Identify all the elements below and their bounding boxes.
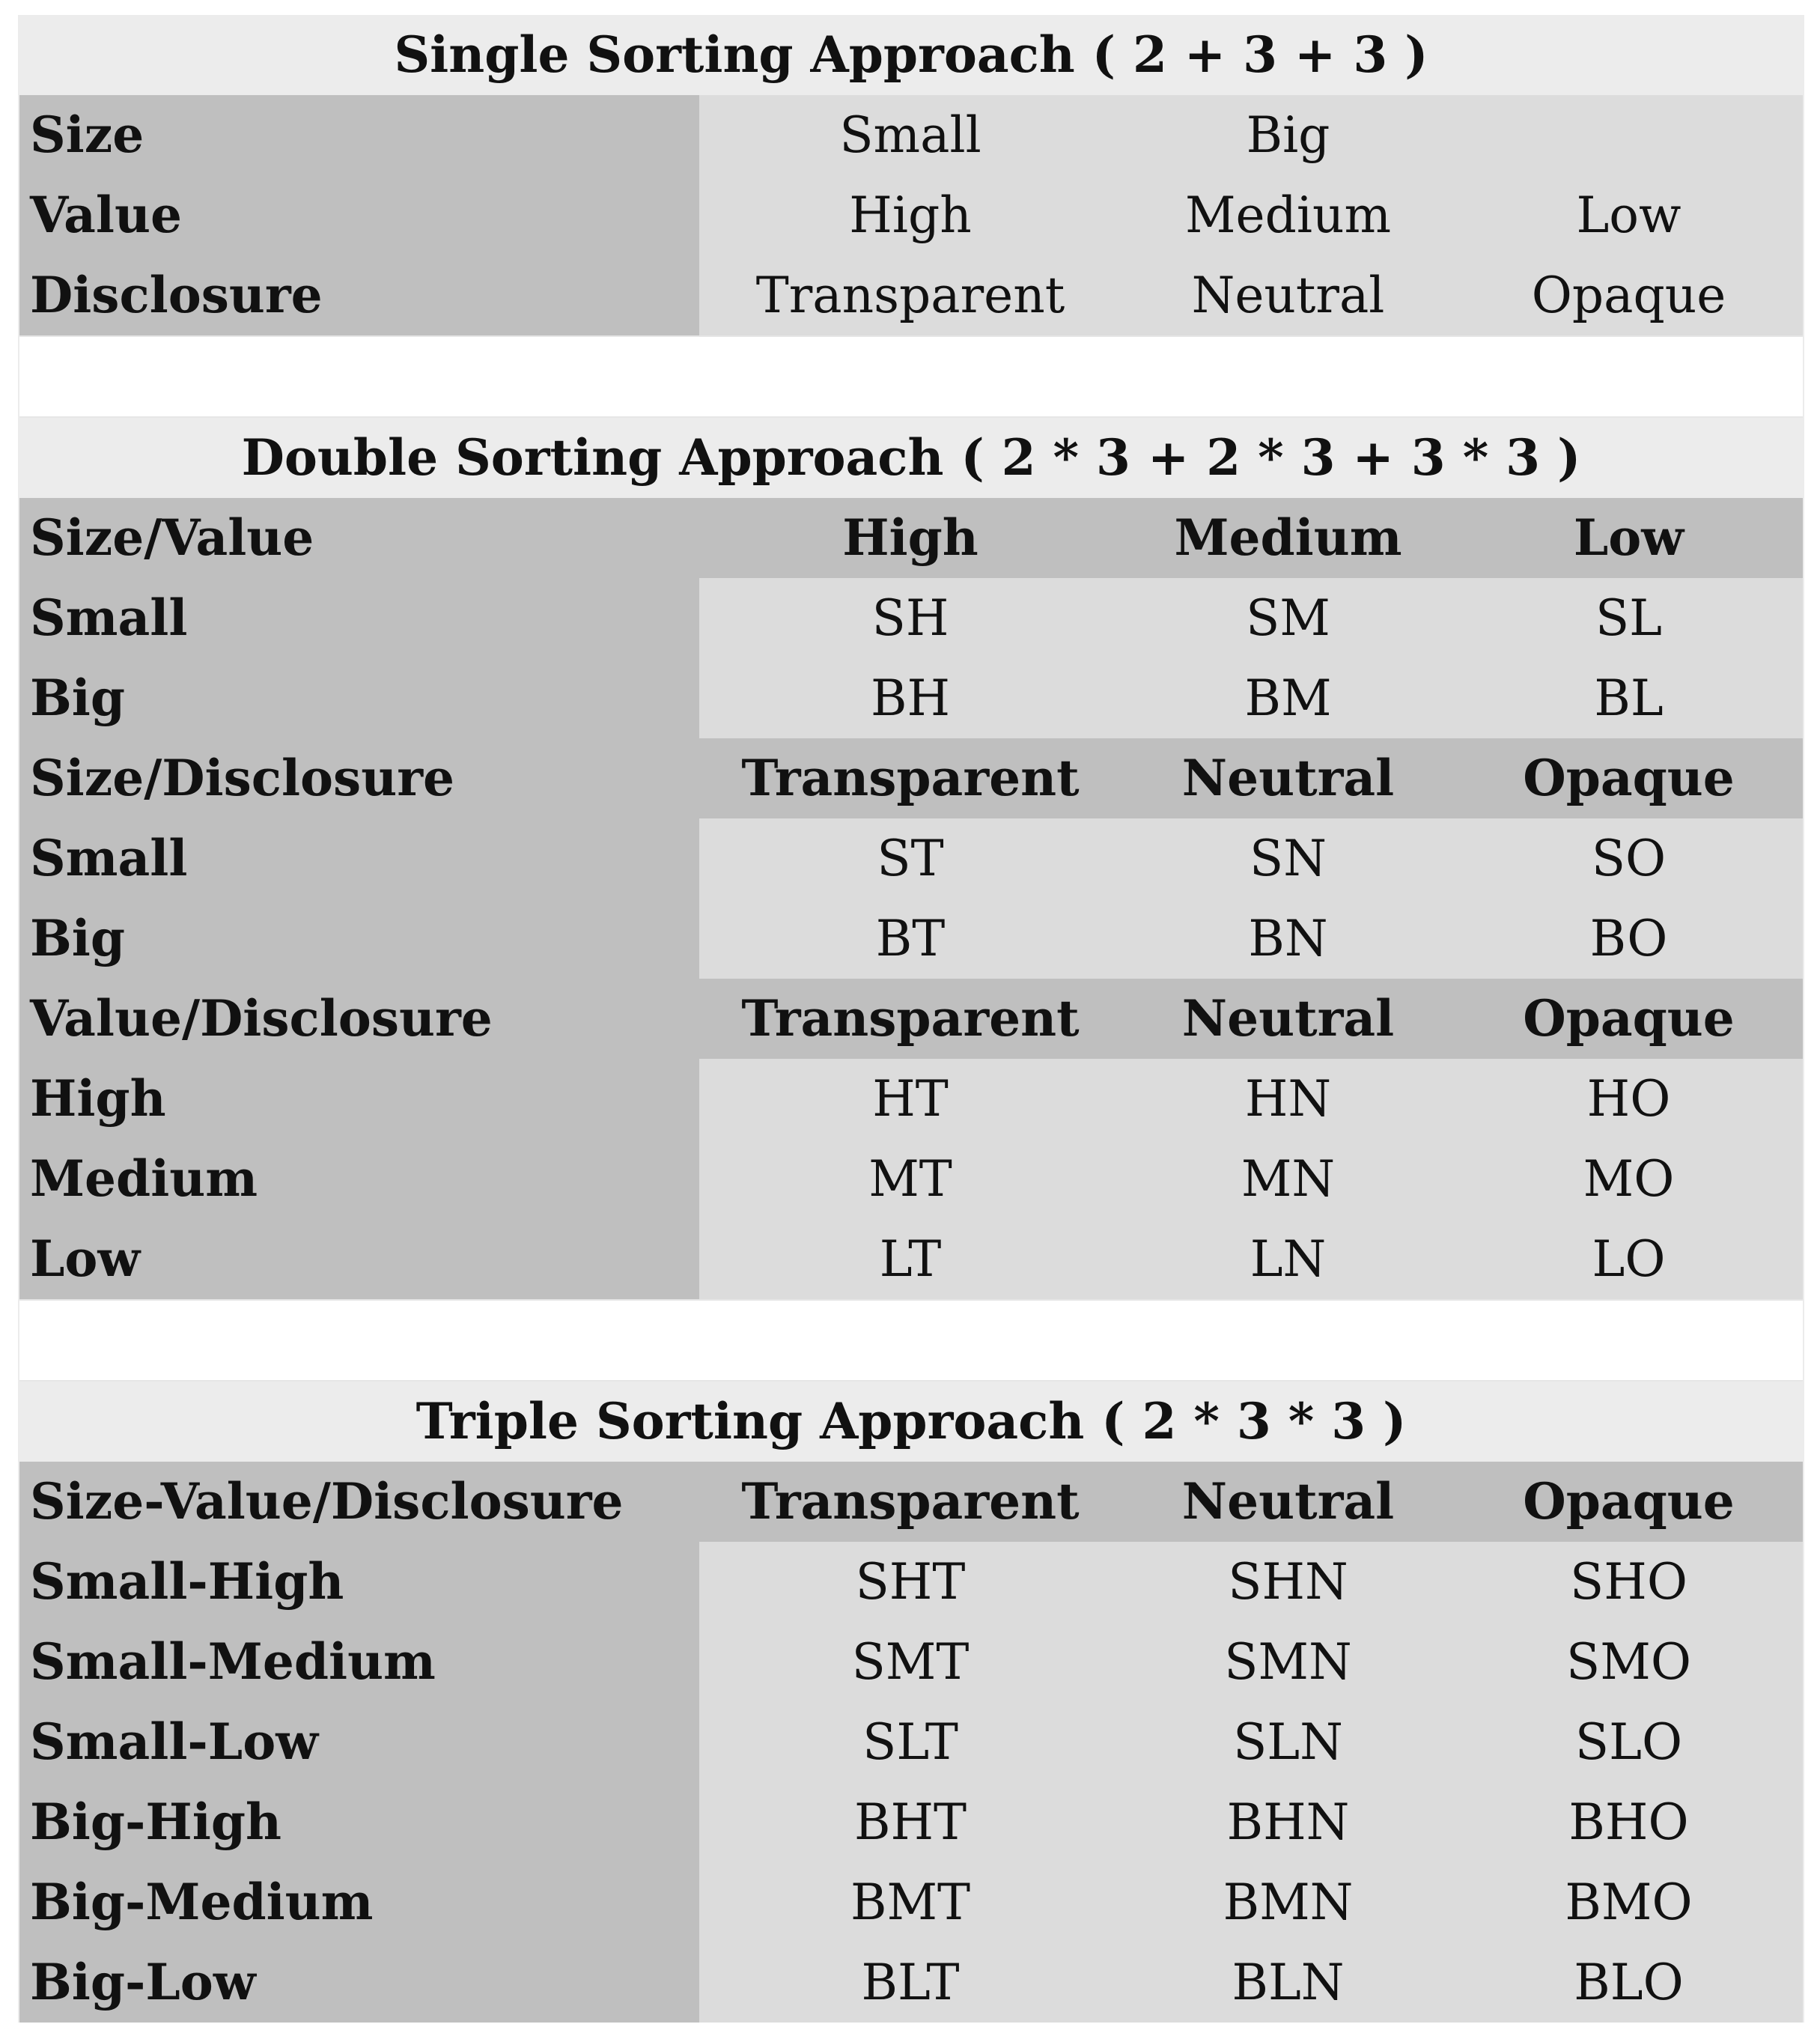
- section-spacer: [19, 335, 1803, 418]
- table-cell: BLT: [699, 1942, 1121, 2023]
- table-cell: SM: [1121, 578, 1455, 658]
- row-label: Big-Low: [19, 1942, 699, 2023]
- table-row: [19, 255, 1803, 335]
- block-header-label: Size/Disclosure: [19, 738, 699, 818]
- block-header-label: Value/Disclosure: [19, 979, 699, 1059]
- column-header: Opaque: [1455, 1462, 1803, 1542]
- table-cell: SLN: [1121, 1702, 1455, 1782]
- table-cell: MO: [1455, 1139, 1803, 1219]
- table-cell: BL: [1455, 658, 1803, 738]
- block-header-label: Size-Value/Disclosure: [19, 1462, 699, 1542]
- table-row: [19, 175, 1803, 255]
- column-header: Neutral: [1121, 979, 1455, 1059]
- table-cell: SLO: [1455, 1702, 1803, 1782]
- triple-section-title: [19, 1382, 1803, 1462]
- table-cell: SLT: [699, 1702, 1121, 1782]
- row-label: Low: [19, 1219, 699, 1299]
- table-row: [19, 1942, 1803, 2023]
- section-title-text: Double Sorting Approach ( 2 * 3 + 2 * 3 + 3 * 3 ): [241, 428, 1581, 487]
- row-label: Small-High: [19, 1542, 699, 1622]
- section-spacer: [19, 1299, 1803, 1382]
- block-header-row: [19, 1462, 1803, 1542]
- table-cell: BM: [1121, 658, 1455, 738]
- table-cell: BHN: [1121, 1782, 1455, 1862]
- table-row: [19, 1702, 1803, 1782]
- table-cell: Big: [1121, 95, 1455, 175]
- table-cell: BMO: [1455, 1862, 1803, 1942]
- row-label: Small-Medium: [19, 1622, 699, 1702]
- table-cell: HT: [699, 1059, 1121, 1139]
- column-header: Transparent: [699, 979, 1121, 1059]
- row-label: Small: [19, 578, 699, 658]
- row-label: High: [19, 1059, 699, 1139]
- table-cell: LN: [1121, 1219, 1455, 1299]
- row-label: Value: [19, 175, 699, 255]
- row-label: Big: [19, 899, 699, 979]
- block-header-label: Size/Value: [19, 498, 699, 578]
- table-cell: MT: [699, 1139, 1121, 1219]
- row-label: Big-Medium: [19, 1862, 699, 1942]
- table-cell: BH: [699, 658, 1121, 738]
- block-header-row: [19, 498, 1803, 578]
- row-label: Disclosure: [19, 255, 699, 335]
- table-cell: BO: [1455, 899, 1803, 979]
- table-cell: LT: [699, 1219, 1121, 1299]
- column-header: Low: [1455, 498, 1803, 578]
- table-cell: LO: [1455, 1219, 1803, 1299]
- table-cell: Medium: [1121, 175, 1455, 255]
- table-row: [19, 1782, 1803, 1862]
- table-cell: SHO: [1455, 1542, 1803, 1622]
- table-cell: SHT: [699, 1542, 1121, 1622]
- table-cell: Low: [1455, 175, 1803, 255]
- table-cell: HO: [1455, 1059, 1803, 1139]
- table-cell: HN: [1121, 1059, 1455, 1139]
- row-label: Small-Low: [19, 1702, 699, 1782]
- table-cell: BT: [699, 899, 1121, 979]
- table-cell: SMN: [1121, 1622, 1455, 1702]
- column-header: Neutral: [1121, 1462, 1455, 1542]
- table-cell: BMT: [699, 1862, 1121, 1942]
- block-header-row: [19, 979, 1803, 1059]
- column-header: Transparent: [699, 738, 1121, 818]
- table-cell: SO: [1455, 818, 1803, 899]
- table-cell: Transparent: [699, 255, 1121, 335]
- table-cell: BN: [1121, 899, 1455, 979]
- sorting-approach-table: [18, 15, 1804, 2023]
- single-section-title: [19, 15, 1803, 95]
- table-row: [19, 1219, 1803, 1299]
- section-title-text: Triple Sorting Approach ( 2 * 3 * 3 ): [416, 1392, 1407, 1450]
- table-row: [19, 658, 1803, 738]
- table-row: [19, 1542, 1803, 1622]
- table-cell: SHN: [1121, 1542, 1455, 1622]
- table-row: [19, 578, 1803, 658]
- table-cell: SN: [1121, 818, 1455, 899]
- column-header: Transparent: [699, 1462, 1121, 1542]
- section-title-text: Single Sorting Approach ( 2 + 3 + 3 ): [394, 25, 1428, 84]
- table-cell: BLN: [1121, 1942, 1455, 2023]
- table-row: [19, 1622, 1803, 1702]
- column-header: Medium: [1121, 498, 1455, 578]
- table-cell: Small: [699, 95, 1121, 175]
- table-row: [19, 95, 1803, 175]
- table-cell: ST: [699, 818, 1121, 899]
- table-cell: SMO: [1455, 1622, 1803, 1702]
- row-label: Small: [19, 818, 699, 899]
- row-label: Medium: [19, 1139, 699, 1219]
- block-header-row: [19, 738, 1803, 818]
- row-label: Big: [19, 658, 699, 738]
- table-cell: SMT: [699, 1622, 1121, 1702]
- double-section-title: [19, 418, 1803, 498]
- table-row: [19, 1059, 1803, 1139]
- table-cell: BLO: [1455, 1942, 1803, 2023]
- table-cell: MN: [1121, 1139, 1455, 1219]
- table-row: [19, 1139, 1803, 1219]
- column-header: High: [699, 498, 1121, 578]
- table-cell: High: [699, 175, 1121, 255]
- table-cell: BMN: [1121, 1862, 1455, 1942]
- table-cell: BHO: [1455, 1782, 1803, 1862]
- table-cell: SH: [699, 578, 1121, 658]
- table-cell: SL: [1455, 578, 1803, 658]
- table-row: [19, 818, 1803, 899]
- row-label: Big-High: [19, 1782, 699, 1862]
- table-cell: Opaque: [1455, 255, 1803, 335]
- row-label: Size: [19, 95, 699, 175]
- table-row: [19, 899, 1803, 979]
- column-header: Opaque: [1455, 738, 1803, 818]
- table-row: [19, 1862, 1803, 1942]
- table-cell: Neutral: [1121, 255, 1455, 335]
- column-header: Opaque: [1455, 979, 1803, 1059]
- table-cell: [1455, 95, 1803, 175]
- table-cell: BHT: [699, 1782, 1121, 1862]
- column-header: Neutral: [1121, 738, 1455, 818]
